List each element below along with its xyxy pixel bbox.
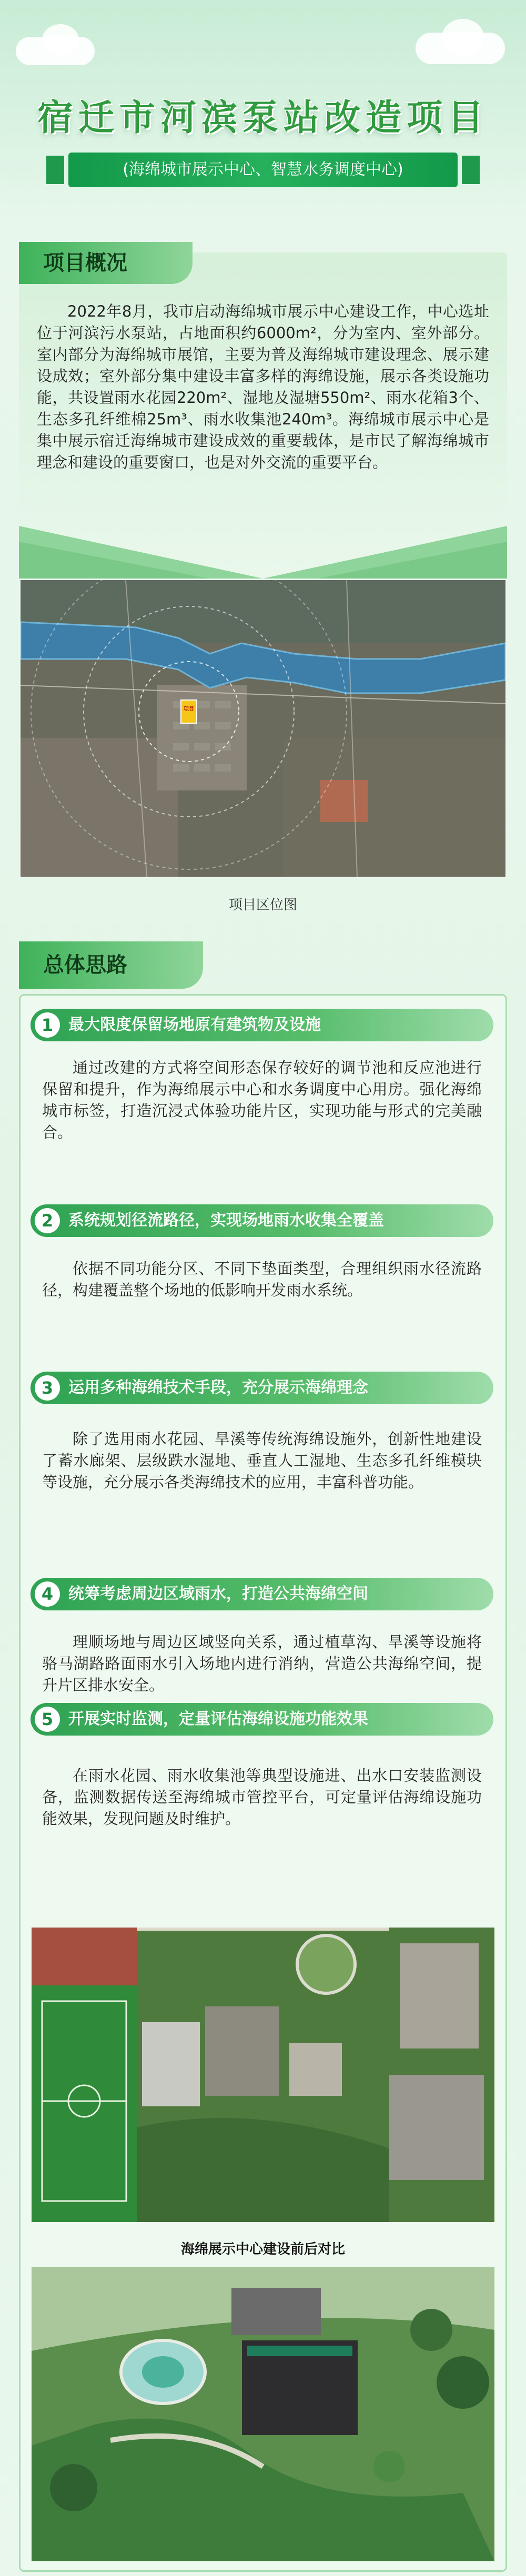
idea-title: 运用多种海绵技术手段，充分展示海绵理念 <box>68 1378 368 1397</box>
idea-item-3-text-block <box>42 1428 482 1493</box>
idea-title: 统筹考虑周边区域雨水，打造公共海绵空间 <box>68 1585 368 1603</box>
idea-item-5-title-bar <box>31 1703 493 1736</box>
idea-number-badge: 2 <box>35 1208 60 1233</box>
idea-text: 依据不同功能分区、不同下垫面类型，合理组织雨水径流路径，构建覆盖整个场地的低影响开发雨水系统。 <box>42 1260 482 1299</box>
idea-item-2-title-bar <box>31 1204 493 1237</box>
overview-paragraph: 2022年8月，我市启动海绵城市展示中心建设工作，中心选址位于河滨污水泵站，占地面积约6000m²，分为室内、室外部分。室内部分为海绵城市展馆，主要为普及海绵城市建设理念、展示建设成效；室外部分集中建设丰富多样的海绵设施，展示各类设施功能，共设置雨水花园220m²、湿地及湿塘550m²、雨水花箱3个、生态多孔纤维棉25m³、雨水收集池240m³。海绵城市展示中心是集中展示宿迁海绵城市建设成效的重要载体，是市民了解海绵城市理念和建设的重要窗口，也是对外交流的重要平台。 <box>37 302 489 471</box>
map-caption: 项目区位图 <box>228 897 297 913</box>
idea-number-badge: 3 <box>35 1375 60 1401</box>
idea-number-badge: 4 <box>35 1581 60 1607</box>
idea-item-4-title-bar <box>31 1578 493 1610</box>
cloud-decoration <box>442 19 484 56</box>
idea-number-badge: 5 <box>35 1707 60 1732</box>
idea-item-1-text-block <box>42 1057 482 1143</box>
cloud-decoration <box>42 24 79 56</box>
idea-item-1-title-bar <box>31 1009 493 1041</box>
overview-text-block <box>37 301 489 473</box>
overview-heading: 项目概况 <box>19 242 193 284</box>
idea-text: 通过改建的方式将空间形态保存较好的调节池和反应池进行保留和提升，作为海绵展示中心和水务调度中心用房。强化海绵城市标签，打造沉浸式体验功能片区，实现功能与形式的完美融合。 <box>42 1059 482 1141</box>
subtitle-banner: (海绵城市展示中心、智慧水务调度中心) <box>68 153 458 187</box>
photo-after-rendering <box>32 2267 494 2561</box>
site-marker-label: 项目 <box>184 706 194 712</box>
idea-item-5-text-block <box>42 1765 482 1830</box>
photo-before-aerial <box>32 1928 494 2222</box>
idea-title: 开展实时监测，定量评估海绵设施功能效果 <box>68 1710 368 1728</box>
idea-title: 最大限度保留场地原有建筑物及设施 <box>68 1016 321 1034</box>
page-title: 宿迁市河滨泵站改造项目 <box>37 97 489 139</box>
location-map <box>19 579 507 878</box>
map-graphic <box>21 580 505 877</box>
banner-tab-right <box>462 156 480 184</box>
photo-caption: 海绵展示中心建设前后对比 <box>180 2242 345 2257</box>
idea-item-3-title-bar <box>31 1372 493 1404</box>
idea-item-4-text-block <box>42 1631 482 1696</box>
idea-text: 理顺场地与周边区域竖向关系，通过植草沟、旱溪等设施将骆马湖路路面雨水引入场地内进行消纳，营造公共海绵空间，提升片区排水安全。 <box>42 1633 482 1694</box>
ideas-heading: 总体思路 <box>19 941 203 989</box>
idea-item-2-text-block <box>42 1258 482 1301</box>
banner-tab-left <box>46 156 64 184</box>
idea-text: 在雨水花园、雨水收集池等典型设施进、出水口安装监测设备，监测数据传送至海绵城市管控平台，可定量评估海绵设施功能效果，发现问题及时维护。 <box>42 1767 482 1828</box>
idea-number-badge: 1 <box>35 1012 60 1038</box>
idea-text: 除了选用雨水花园、旱溪等传统海绵设施外，创新性地建设了蓄水廊架、层级跌水湿地、垂直人工湿地、生态多孔纤维模块等设施，充分展示各类海绵技术的应用，丰富科普功能。 <box>42 1430 482 1491</box>
idea-title: 系统规划径流路径，实现场地雨水收集全覆盖 <box>68 1211 384 1230</box>
